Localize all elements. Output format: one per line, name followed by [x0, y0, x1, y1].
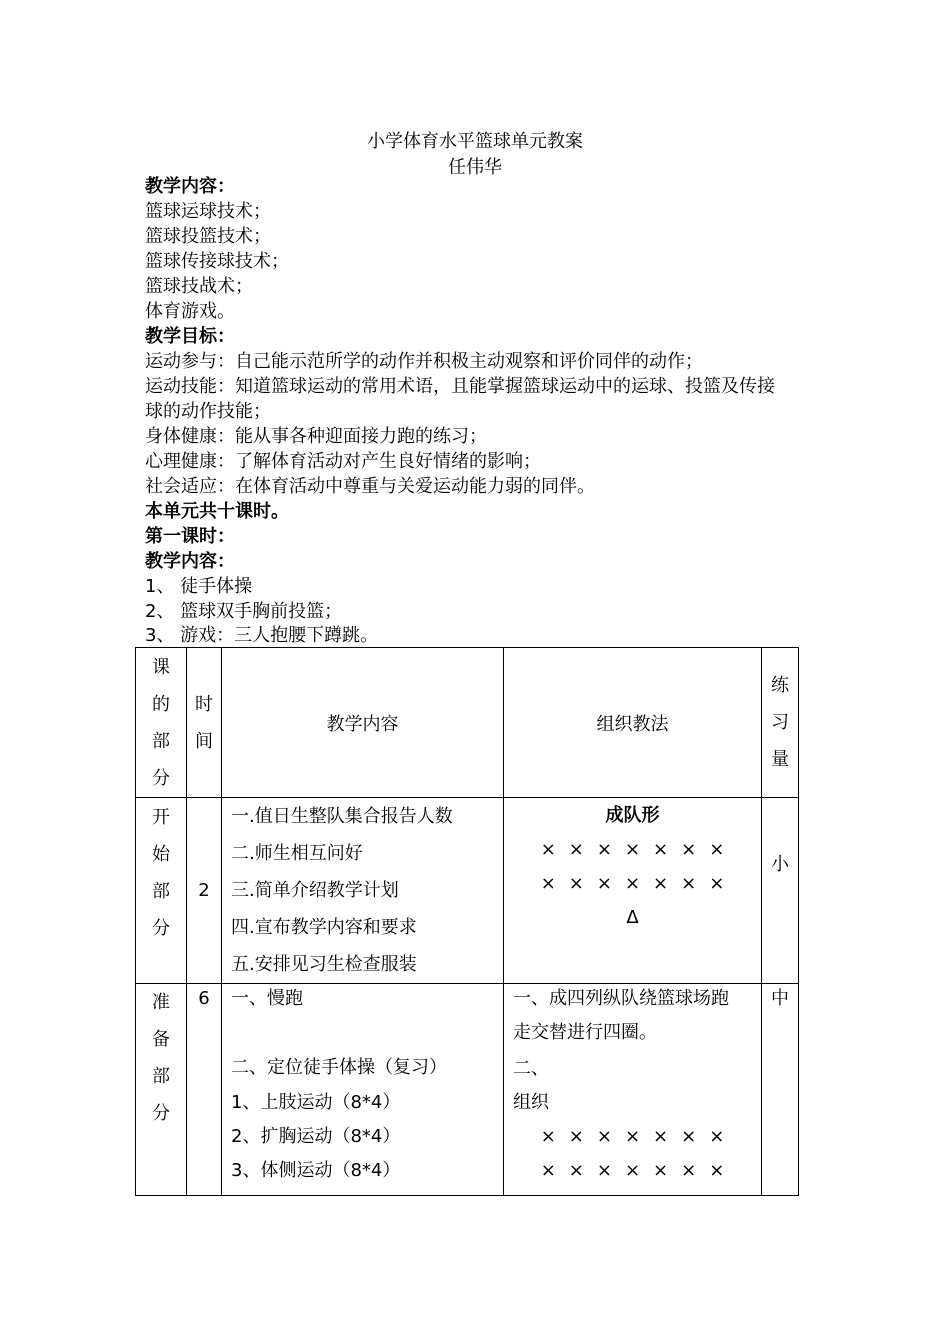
formation-row: ××××××× — [540, 1126, 738, 1147]
formation-row: ××××××× — [540, 873, 738, 894]
table-row — [136, 984, 799, 1196]
lesson1-heading: 第一课时： — [145, 526, 235, 547]
content-item: 篮球运球技术； — [145, 201, 271, 222]
row-method: 一、成四列纵队绕篮球场跑 走交替进行四圈。 二、 组织 ××××××× ××××××× — [504, 984, 762, 1196]
lesson-plan-table — [135, 647, 799, 1196]
header-part: 课 的 部 分 — [136, 648, 187, 798]
formation-row: ××××××× — [540, 1160, 738, 1181]
content-item: 篮球技战术； — [145, 276, 253, 297]
row-part: 开 始 部 分 — [136, 798, 187, 984]
row-time: 2 — [187, 798, 222, 984]
content-item: 篮球投篮技术； — [145, 226, 271, 247]
row-load: 中 — [762, 984, 799, 1196]
content-heading: 教学内容： — [145, 176, 235, 197]
row-part: 准 备 部 分 — [136, 984, 187, 1196]
header-method: 组织教法 — [504, 648, 762, 798]
table-header-row — [136, 648, 799, 798]
formation-row: ××××××× — [540, 839, 738, 860]
row-content: 一、慢跑 二、定位徒手体操（复习） 1、上肢运动（8*4） 2、扩胸运动（8*4） 3、体侧运动（8*4） — [222, 984, 504, 1196]
lesson1-item: 3、 游戏：三人抱腰下蹲跳。 — [145, 625, 379, 646]
formation-title: 成队形 — [605, 805, 660, 826]
goals-heading: 教学目标： — [145, 326, 235, 347]
goal-item: 运动参与：自己能示范所学的动作并积极主动观察和评价同伴的动作； — [145, 351, 703, 372]
content-item: 篮球传接球技术； — [145, 251, 289, 272]
header-content: 教学内容 — [222, 648, 504, 798]
row-method — [504, 798, 762, 984]
goal-item: 社会适应：在体育活动中尊重与关爱运动能力弱的同伴。 — [145, 476, 595, 497]
content-item: 体育游戏。 — [145, 301, 235, 322]
document-author: 任伟华 — [448, 157, 502, 178]
row-time: 6 — [187, 984, 222, 1196]
goal-item: 球的动作技能； — [145, 401, 271, 422]
teacher-mark: Δ — [626, 907, 639, 928]
goal-item: 心理健康：了解体育活动对产生良好情绪的影响； — [145, 451, 541, 472]
lesson1-item: 2、 篮球双手胸前投篮； — [145, 601, 343, 622]
table-row — [136, 798, 799, 984]
header-load: 练 习 量 — [762, 648, 799, 798]
document-title: 小学体育水平篮球单元教案 — [367, 131, 583, 152]
row-load: 小 — [762, 798, 799, 984]
goal-item: 运动技能：知道篮球运动的常用术语，且能掌握篮球运动中的运球、投篮及传接 — [145, 376, 775, 397]
unit-total: 本单元共十课时。 — [145, 501, 289, 522]
header-time: 时 间 — [187, 648, 222, 798]
goal-item: 身体健康：能从事各种迎面接力跑的练习； — [145, 426, 487, 447]
row-content: 一.值日生整队集合报告人数 二.师生相互问好 三.简单介绍教学计划 四.宣布教学内容和要求 五.安排见习生检查服装 — [222, 798, 504, 984]
lesson1-item: 1、 徒手体操 — [145, 576, 253, 597]
lesson1-content-heading: 教学内容： — [145, 551, 235, 572]
